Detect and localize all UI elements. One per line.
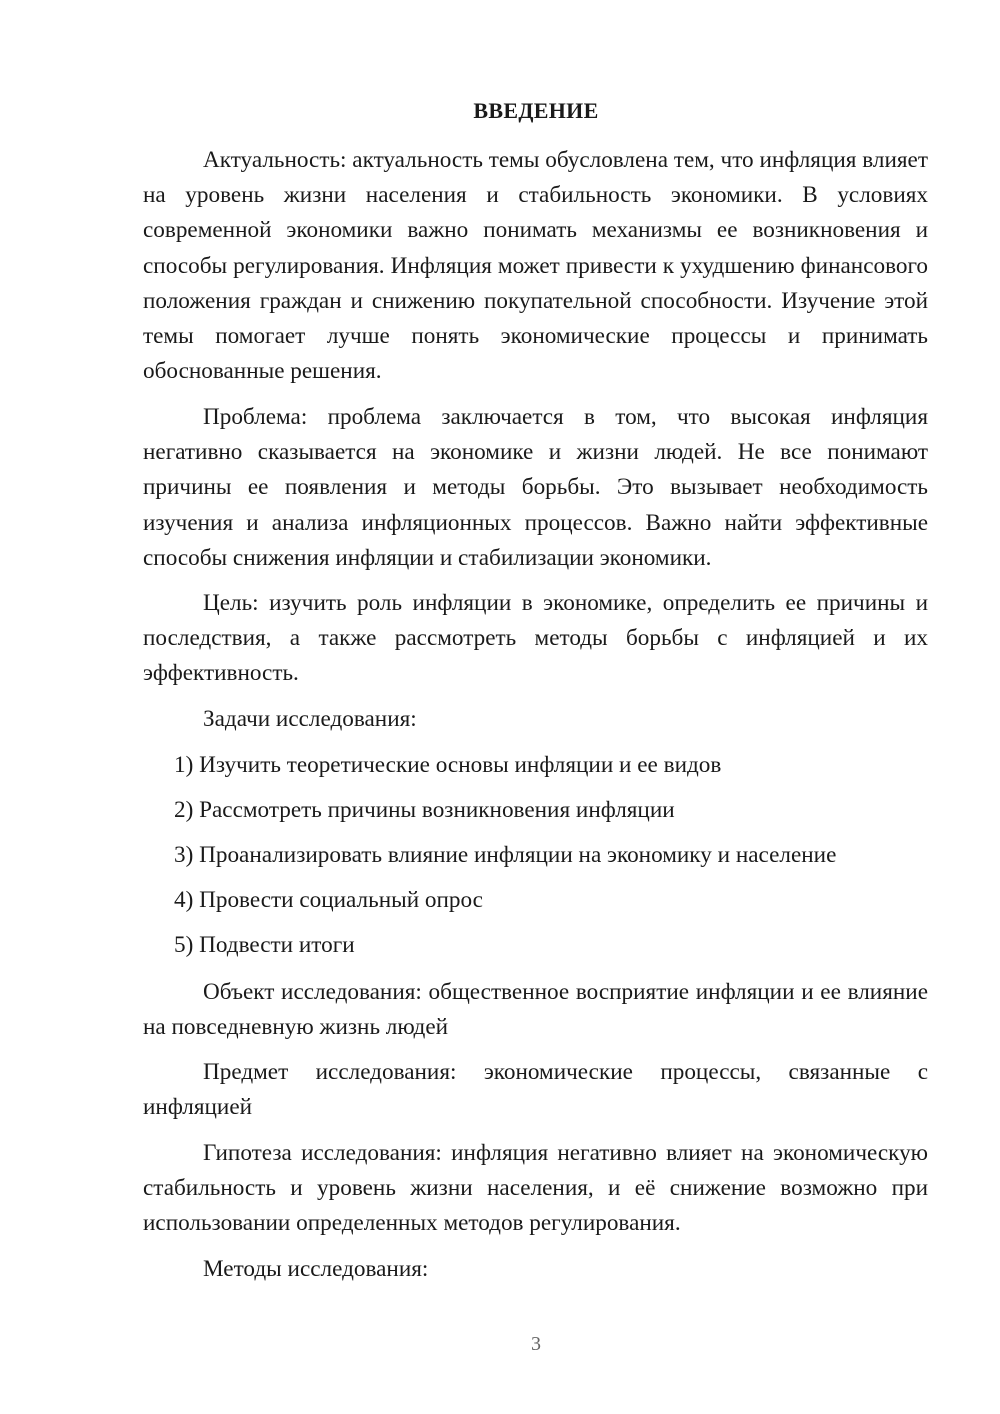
task-item: 3) Проанализировать влияние инфляции на экономику и население: [174, 842, 837, 868]
task-item: 2) Рассмотреть причины возникновения инфляции: [174, 797, 675, 823]
subject-paragraph: Предмет исследования: экономические процессы, связанные с инфляцией: [143, 1059, 928, 1121]
hypothesis-paragraph: Гипотеза исследования: инфляция негативно влияет на экономическую стабильность и уровень жизни населения, и её снижение возможно при использовании определенных методов регулирования.: [143, 1140, 928, 1237]
task-item: 4) Провести социальный опрос: [174, 887, 483, 913]
task-item: 1) Изучить теоретические основы инфляции и ее видов: [174, 752, 722, 778]
problem-paragraph: Проблема: проблема заключается в том, что высокая инфляция негативно сказывается на экономике и жизни людей. Не все понимают причины ее появления и методы борьбы. Это вызывает необходимость изучения и анализа инфляционных процессов. Важно найти эффективные способы снижения инфляции и стабилизации экономики.: [143, 404, 928, 571]
methods-paragraph: Методы исследования:: [203, 1256, 429, 1282]
task-item: 5) Подвести итоги: [174, 932, 355, 958]
relevance-paragraph: Актуальность: актуальность темы обусловлена тем, что инфляция влияет на уровень жизни населения и стабильность экономики. В условиях современной экономики важно понимать механизмы ее возникновения и способы регулирования. Инфляция может привести к ухудшению финансового положения граждан и снижению покупательной способности. Изучение этой темы помогает лучше понять экономические процессы и принимать обоснованные решения.: [143, 147, 928, 385]
page-heading: ВВЕДЕНИЕ: [473, 98, 599, 123]
object-paragraph: Объект исследования: общественное восприятие инфляции и ее влияние на повседневную жизнь людей: [143, 979, 928, 1041]
tasks-title: Задачи исследования:: [203, 706, 417, 732]
goal-paragraph: Цель: изучить роль инфляции в экономике, определить ее причины и последствия, а также рассмотреть методы борьбы с инфляцией и их эффективность.: [143, 590, 928, 687]
page-number: 3: [531, 1333, 541, 1355]
